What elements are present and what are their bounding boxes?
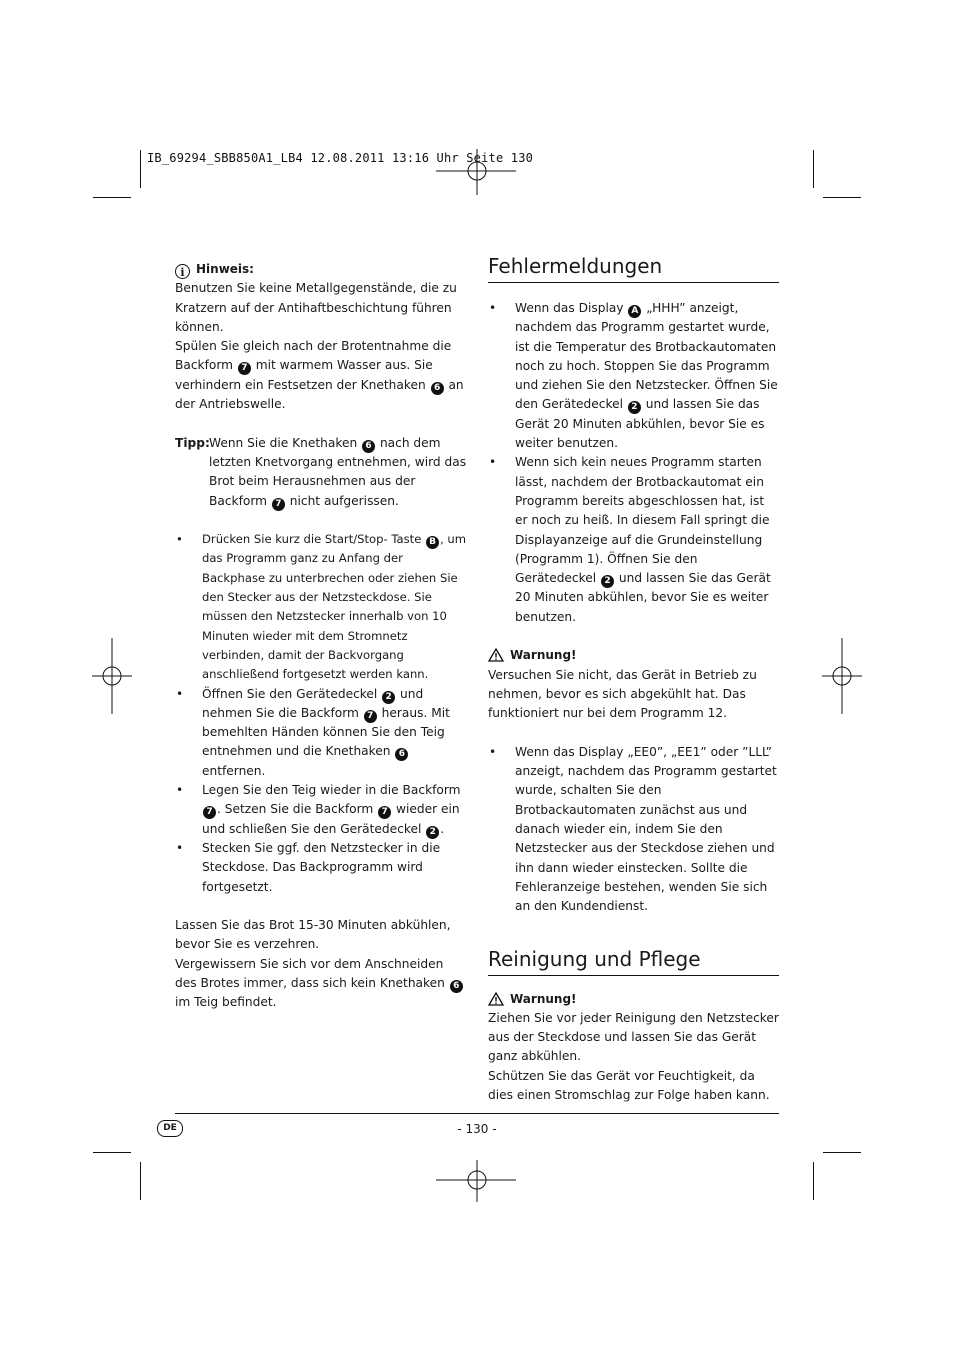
tipp-text: Wenn Sie die Knethaken 6 nach dem letzten Knetvorgang entnehmen, wird das Brot beim Herausnehmen aus der Backform 7 nicht aufgerissen. <box>209 435 467 509</box>
warning-heading: Warnung! <box>488 646 779 665</box>
registration-mark-top <box>436 149 516 195</box>
part-2-marker: 2 <box>426 826 439 839</box>
title-rule <box>488 975 779 976</box>
error-list <box>488 299 779 627</box>
list-item: • Wenn sich kein neues Programm starten lässt, nachdem der Brotbackautomat ein Programm bereits abgeschlossen hat, ist er noch zu heiß. In diesem Fall springt die Displayanzeige auf die Grundeinstellung (Programm 1). Öffnen Sie den Gerätedeckel 2 und lassen Sie das Gerät 20 Minuten abkühlen, bevor Sie es weiter benutzen. <box>488 453 779 627</box>
list-item: • Stecken Sie ggf. den Netzstecker in die Steckdose. Das Backprogramm wird fortgesetzt. <box>175 839 467 897</box>
list-item: • Wenn das Display A „HHH” anzeigt, nachdem das Programm gestartet wurde, ist die Temperatur des Brotbackautomaten noch zu hoch. Stoppen Sie das Programm und ziehen Sie den Netzstecker. Öffnen Sie den Gerätedeckel 2 und lassen Sie das Gerät 20 Minuten abkühlen, bevor Sie es weiter benutzen. <box>488 299 779 453</box>
warning-icon <box>488 992 504 1006</box>
language-badge: DE <box>157 1120 183 1137</box>
error-list-2 <box>488 743 779 917</box>
part-2-marker: 2 <box>601 575 614 588</box>
warning-text: Versuchen Sie nicht, das Gerät in Betrieb zu nehmen, bevor es sich abgekühlt hat. Das funktioniert nur bei dem Programm 12. <box>488 667 757 721</box>
part-6-marker: 6 <box>362 440 375 453</box>
instructions-list <box>175 530 467 897</box>
hinweis-heading: i Hinweis: <box>175 260 467 279</box>
section-title-fehlermeldungen: Fehlermeldungen <box>488 254 663 278</box>
list-item: • Legen Sie den Teig wieder in die Backform 7 . Setzen Sie die Backform 7 wieder ein und schließen Sie den Gerätedeckel 2 . <box>175 781 467 839</box>
hinweis-text-1: Benutzen Sie keine Metallgegenstände, die zu Kratzern auf der Antihaftbeschichtung führen können. <box>175 281 457 334</box>
part-6-marker: 6 <box>395 748 408 761</box>
warning-heading: Warnung! <box>488 990 779 1009</box>
print-slug: IB_69294_SBB850A1_LB4 12.08.2011 13:16 Uhr Seite 130 <box>147 151 534 165</box>
display-marker: A <box>628 305 641 318</box>
section-title-reinigung: Reinigung und Pflege <box>488 946 701 971</box>
part-7-marker: 7 <box>378 806 391 819</box>
part-6-marker: 6 <box>431 382 444 395</box>
list-item: • Drücken Sie kurz die Start/Stop- Taste B , um das Programm ganz zu Anfang der Backphase zu unterbrechen oder ziehen Sie den Stecker aus der Netzsteckdose. Sie müssen den Netzstecker innerhalb von 10 Minuten wieder mit dem Stromnetz verbinden, damit der Backvorgang anschließend fortgesetzt werden kann. <box>175 530 467 684</box>
part-7-marker: 7 <box>272 498 285 511</box>
registration-mark-right <box>822 638 862 714</box>
tipp-label: Tipp: <box>175 435 210 450</box>
list-item: • Wenn das Display „EE0”, „EE1” oder ”LLL” anzeigt, nachdem das Programm gestartet wurde, schalten Sie den Brotbackautomaten zunächst aus und danach wieder ein, indem Sie den Netzstecker aus der Steckdose ziehen und ihn dann wieder einstecken. Sollte die Fehleranzeige bestehen, wenden Sie sich an den Kundendienst. <box>488 743 779 917</box>
left-column <box>175 260 467 1013</box>
title-rule <box>488 282 779 283</box>
part-2-marker: 2 <box>382 691 395 704</box>
right-column <box>488 254 779 1105</box>
hinweis-text-2: Spülen Sie gleich nach der Brotentnahme die Backform 7 mit warmem Wasser aus. Sie verhindern ein Festsetzen der Knethaken 6 an der Antriebswelle. <box>175 339 464 412</box>
info-icon: i <box>175 264 190 279</box>
cleaning-text-1: Ziehen Sie vor jeder Reinigung den Netzstecker aus der Steckdose und lassen Sie das Gerät ganz abkühlen. <box>488 1010 779 1064</box>
registration-mark-bottom <box>436 1160 516 1202</box>
list-item: • Öffnen Sie den Gerätedeckel 2 und nehmen Sie die Backform 7 heraus. Mit bemehlten Händen können Sie den Teig entnehmen und die Knethaken 6 entfernen. <box>175 685 467 781</box>
part-7-marker: 7 <box>238 362 251 375</box>
footer-rule <box>175 1113 779 1114</box>
part-6-marker: 6 <box>450 980 463 993</box>
part-7-marker: 7 <box>364 710 377 723</box>
tipp-block <box>175 434 467 511</box>
cleaning-text-2: Schützen Sie das Gerät vor Feuchtigkeit, da dies einen Stromschlag zur Folge haben kann. <box>488 1068 770 1102</box>
part-7-marker: 7 <box>203 806 216 819</box>
closing-text-1: Lassen Sie das Brot 15-30 Minuten abkühlen, bevor Sie es verzehren. <box>175 918 451 952</box>
part-2-marker: 2 <box>628 401 641 414</box>
registration-mark-left <box>92 638 132 714</box>
warning-icon <box>488 648 504 662</box>
start-stop-key-marker: B <box>426 536 439 549</box>
closing-text-2: Vergewissern Sie sich vor dem Anschneiden des Brotes immer, dass sich kein Knethaken 6 im Teig befindet. <box>175 955 467 1013</box>
page-number: - 130 - <box>457 1122 497 1136</box>
